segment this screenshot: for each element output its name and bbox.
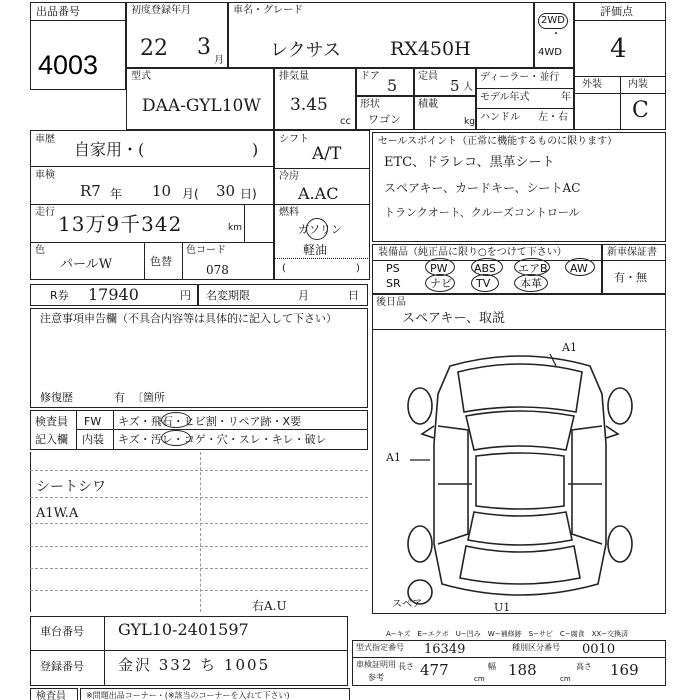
drive-separator: ・ — [551, 29, 561, 40]
damage-a1-left: A1 — [386, 451, 401, 464]
equipment-label: 装備品（純正品に限り○をつけて下さい） — [378, 247, 567, 258]
lot-number-label: 出品番号 — [36, 5, 80, 18]
repair-value: 有 — [114, 391, 125, 404]
height-label: 高さ — [576, 662, 592, 671]
person-unit: 人 — [463, 82, 473, 93]
fw-items: キズ・飛石・ヒビ割・リペア跡・X要 — [118, 415, 302, 428]
usage-close: ) — [252, 140, 259, 159]
equip-leather: 本革 — [520, 277, 542, 290]
ac-value: A.AC — [298, 184, 339, 203]
body-label: 形状 — [360, 99, 380, 110]
later-items-value: スペアキー、取説 — [402, 311, 505, 326]
ref-label: 参考 — [368, 673, 384, 682]
top-arrow — [550, 354, 556, 366]
mirror-left — [422, 426, 434, 438]
fuel-light: 軽油 — [303, 243, 328, 257]
displacement-value: 3.45 — [290, 95, 328, 115]
model-value: DAA-GYL10W — [142, 96, 261, 116]
height-value: 169 — [610, 661, 639, 679]
inspection-day-unit: 日) — [240, 187, 257, 201]
damage-u1-bottom: U1 — [494, 601, 511, 614]
capacity-label: 定員 — [418, 71, 438, 82]
recycle-amount: 17940 — [88, 285, 139, 304]
inspection-label: 車検 — [35, 170, 55, 181]
sales-point-line-1: ETC、ドラレコ、黒革シート — [384, 155, 555, 170]
fuel-paren-close: ) — [356, 263, 360, 274]
drive-2wd: 2WD — [538, 13, 568, 29]
color-label: 色 — [35, 245, 45, 256]
body-value: ワゴン — [368, 113, 401, 126]
hood — [458, 364, 582, 412]
first-registration-year: 22 — [140, 36, 168, 61]
km-unit: km — [228, 223, 242, 233]
entry-label: 記入欄 — [35, 433, 68, 446]
trunk — [460, 546, 580, 584]
inspection-month: 10 — [152, 182, 172, 200]
equip-abs: ABS — [474, 262, 496, 275]
displacement-label: 排気量 — [279, 71, 309, 82]
first-registration-month: 3 — [197, 35, 211, 60]
reg-label: 登録番号 — [40, 660, 84, 673]
car-body-outline — [434, 356, 606, 595]
dealer-label: ディーラー・並行 — [480, 72, 560, 83]
left-doors — [438, 426, 468, 544]
capacity-value: 5 — [450, 77, 460, 95]
repair-label: 修復歴 — [40, 391, 73, 404]
inspector-label: 検査員 — [35, 415, 68, 428]
shift-label: シフト — [279, 134, 309, 145]
score-value: 4 — [610, 34, 627, 64]
type-designation-value: 16349 — [424, 642, 466, 657]
footer-note: ※問題出品コーナー・(※該当のコーナーを入れて下さい) — [86, 691, 290, 700]
spare-label: スペア — [392, 599, 422, 610]
class-number-value: 0010 — [582, 642, 616, 657]
repaint-label: 色替 — [150, 255, 172, 268]
name-change-day: 日 — [348, 289, 359, 302]
fuel-paren-open: ( — [282, 263, 286, 274]
year-unit: 年 — [561, 92, 571, 103]
equip-ps: PS — [386, 262, 400, 275]
equip-tv: TV — [476, 277, 491, 290]
equip-navi: ナビ — [430, 277, 452, 290]
length-unit: cm — [474, 675, 485, 683]
equip-sr: SR — [386, 277, 401, 290]
damage-a1-top: A1 — [562, 341, 577, 354]
doors-value: 5 — [387, 76, 398, 95]
sales-points-label: セールスポイント（正常に機能するものに限ります） — [378, 136, 618, 147]
car-name: レクサス — [270, 40, 341, 61]
model-year-label: モデル年式 — [480, 92, 530, 103]
warranty-value: 有・無 — [614, 271, 647, 284]
drive-4wd: 4WD — [538, 47, 562, 58]
chassis-label: 車台番号 — [40, 625, 84, 638]
car-grade-label: 車名・グレード — [233, 5, 303, 16]
wheel-rear-left — [408, 526, 432, 562]
width-label: 幅 — [488, 662, 496, 671]
chassis-number: GYL10-2401597 — [118, 620, 249, 639]
interior-label: 内装 — [628, 79, 648, 90]
mileage-value: 13万9千342 — [58, 212, 183, 236]
length-value: 477 — [420, 661, 449, 679]
equip-aw: AW — [570, 262, 588, 275]
damage-legend: A−キズ E−エクボ U−凹み W−補修跡 S−サビ C−腐食 XX−交換済 — [386, 630, 629, 638]
interior-items: キズ・汚レ・コゲ・穴・スレ・キレ・破レ — [118, 433, 327, 446]
sales-point-line-3: トランクオート、クルーズコントロール — [384, 206, 580, 219]
reg-number: 金沢 332 ち 1005 — [118, 656, 271, 674]
windshield — [466, 411, 574, 450]
doors-label: ドア — [360, 71, 380, 82]
equip-airbag: エアB — [518, 262, 548, 275]
kg-unit: kg — [464, 117, 475, 127]
handle-label: ハンドル — [480, 112, 520, 123]
month-unit: 月 — [214, 55, 224, 66]
equip-circle-tv — [471, 274, 499, 292]
type-designation-label: 型式指定番号 — [356, 643, 404, 652]
shift-value: A/T — [312, 144, 342, 164]
interior-circle-stain — [161, 430, 191, 446]
sales-point-line-2: スペアキー、カードキー、シートAC — [384, 181, 581, 195]
color-value: パールW — [60, 257, 113, 272]
note-right-au: 右A.U — [252, 599, 287, 613]
equip-circle-aw — [565, 258, 595, 276]
fw-label: FW — [84, 415, 102, 428]
name-change-month: 月 — [298, 289, 309, 302]
interior-entry-label: 内装 — [82, 433, 104, 446]
lot-number: 4003 — [38, 50, 99, 80]
footer-inspector-label: 検査員 — [36, 691, 66, 700]
ac-label: 冷房 — [279, 171, 299, 182]
wheel-front-right — [608, 388, 632, 424]
roof — [476, 453, 564, 509]
inspection-month-unit: 月( — [182, 187, 199, 201]
mirror-right — [606, 426, 618, 438]
handle-options: 左・右 — [538, 112, 568, 123]
color-code-value: 078 — [206, 263, 229, 277]
equip-pw: PW — [430, 262, 448, 275]
yen-unit: 円 — [180, 289, 191, 302]
history-label: 車歴 — [35, 134, 55, 145]
note-a1wa: A1W.A — [36, 506, 79, 521]
equip-circle-leather — [514, 274, 548, 292]
width-unit: cm — [560, 675, 571, 683]
name-change-label: 名変期限 — [206, 289, 250, 302]
notes-lined-area — [30, 452, 368, 612]
load-label: 積載 — [418, 99, 438, 110]
note-seat-wrinkle: シートシワ — [36, 479, 106, 495]
class-number-label: 種別区分番号 — [512, 643, 560, 652]
inspection-year-unit: 年 — [110, 187, 123, 201]
width-value: 188 — [508, 661, 537, 679]
score-label: 評価点 — [600, 5, 633, 18]
fuel-gas-circle — [306, 218, 328, 240]
later-items-label: 後日品 — [376, 297, 406, 308]
wheel-rear-right — [608, 526, 632, 562]
usage-value: 自家用・( — [74, 140, 145, 159]
equip-circle-navi — [425, 274, 455, 292]
fw-circle-stone — [161, 412, 191, 428]
warranty-label: 新車保証書 — [607, 247, 657, 258]
first-registration-label: 初度登録年月 — [131, 5, 191, 16]
inspection-era: R7 — [80, 182, 101, 200]
fuel-label: 燃料 — [279, 207, 299, 218]
cert-label: 車検証明用 — [356, 660, 396, 669]
model-label: 型式 — [131, 71, 151, 82]
recycle-label: R券 — [50, 289, 69, 302]
car-grade: RX450H — [390, 38, 471, 60]
fuel-gas: ガソリン — [298, 223, 342, 236]
car-diagram — [380, 334, 660, 614]
length-label: 長さ — [398, 662, 414, 671]
repair-location-label: 〔箇所 — [132, 391, 165, 404]
inspection-day: 30 — [216, 182, 236, 200]
interior-grade: C — [632, 98, 649, 123]
color-code-label: 色コード — [186, 245, 226, 256]
exterior-label: 外装 — [582, 79, 602, 90]
rear-window — [468, 512, 572, 545]
mileage-label: 走行 — [35, 207, 55, 218]
right-doors — [572, 426, 602, 544]
cc-unit: cc — [340, 116, 351, 127]
notes-label: 注意事項申告欄（不具合内容等は具体的に記入して下さい） — [40, 312, 337, 325]
wheel-front-left — [408, 388, 432, 424]
